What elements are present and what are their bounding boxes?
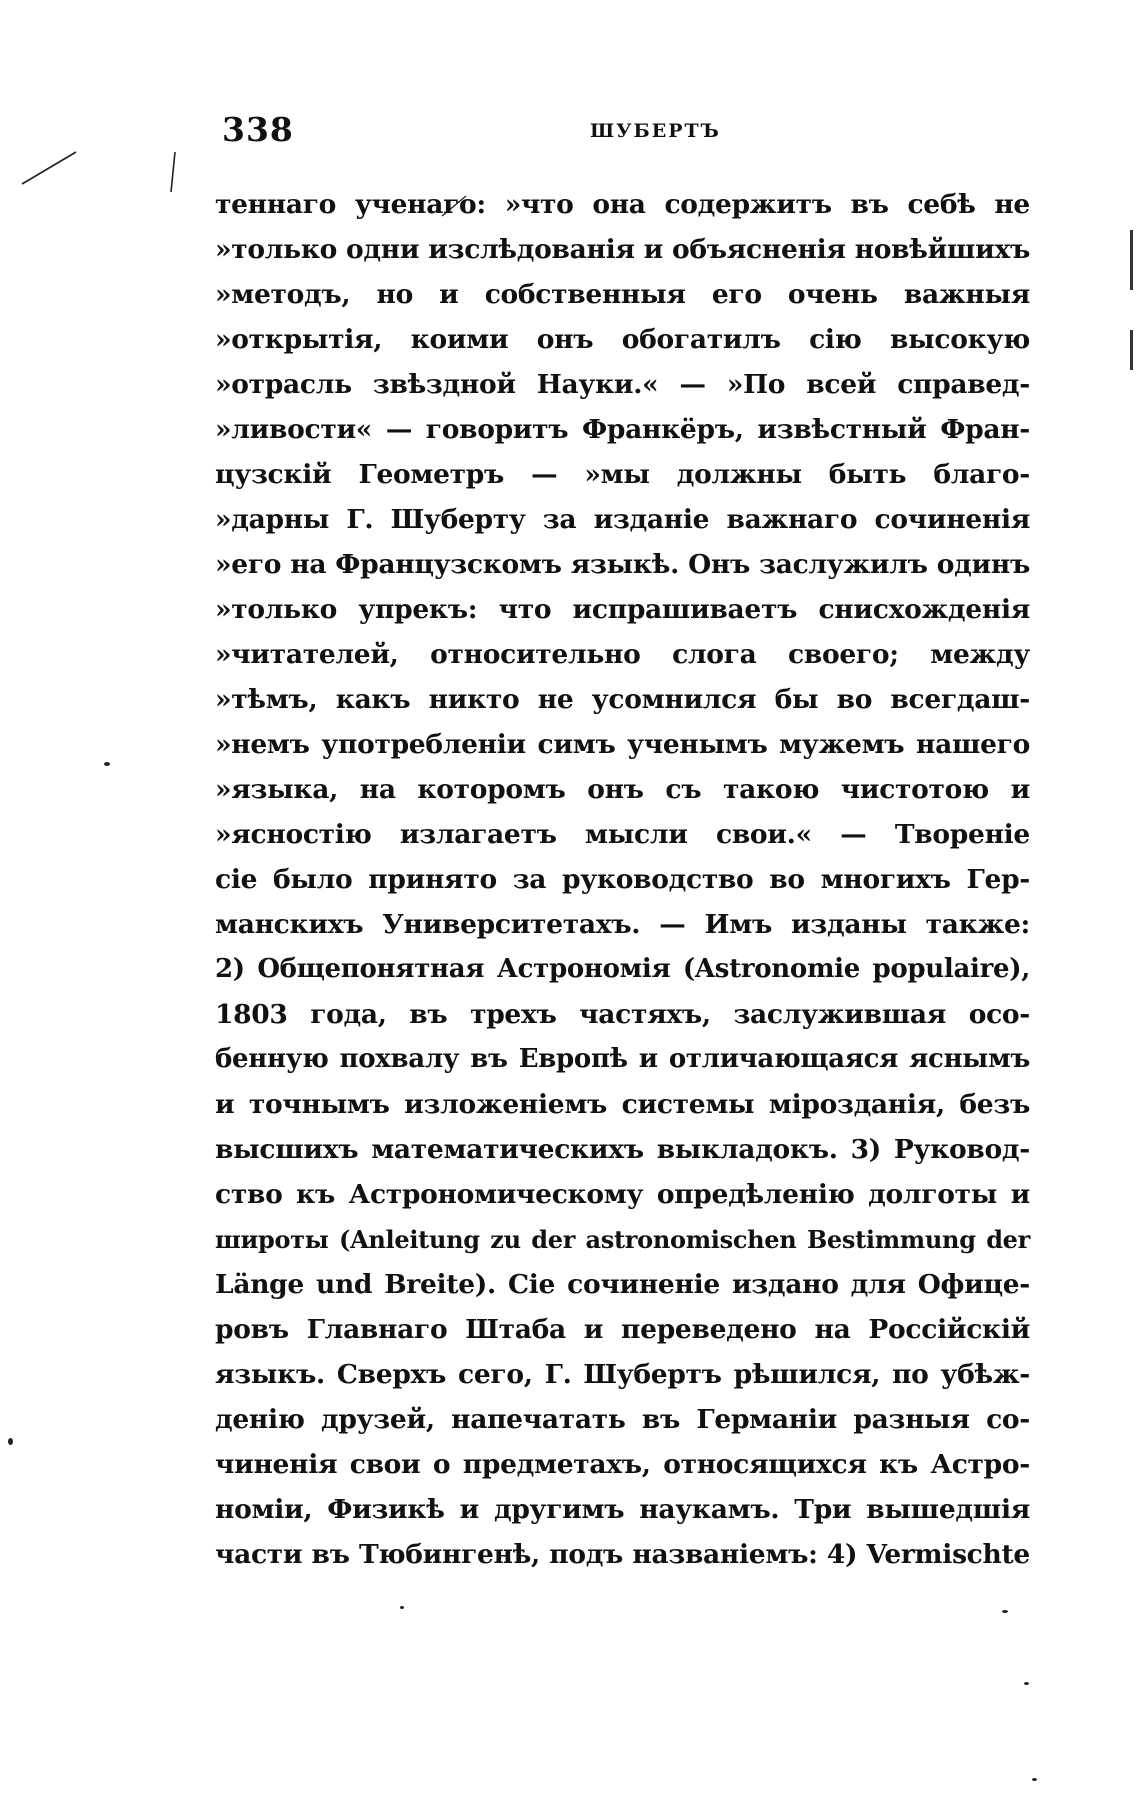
text-line: высшихъ математическихъ выкладокъ. 3) Руковод- bbox=[215, 1134, 1030, 1165]
text-line: »отрасль звѣздной Науки.« — »По всей справед- bbox=[215, 369, 1030, 400]
text-line: широты (Anleitung zu der astronomischen Bestimmung der bbox=[215, 1225, 1030, 1254]
margin-dot bbox=[1032, 1778, 1037, 1781]
margin-dot bbox=[1024, 1682, 1029, 1685]
text-line: Länge und Breite). Сіе сочиненіе издано для Офице- bbox=[215, 1269, 1030, 1300]
text-line: денію друзей, напечатать въ Германіи разныя со- bbox=[215, 1404, 1030, 1435]
margin-dot bbox=[104, 762, 110, 766]
text-line: 2) Общепонятная Астрономія (Astronomie populaire), bbox=[215, 954, 1030, 984]
text-line: »методъ, но и собственныя его очень важныя bbox=[215, 279, 1030, 310]
page-number: 338 bbox=[222, 110, 294, 149]
text-line: »дарны Г. Шуберту за изданіе важнаго сочиненія bbox=[215, 504, 1030, 535]
running-head: ШУБЕРТЪ bbox=[590, 120, 721, 142]
margin-pencil-stroke bbox=[166, 150, 180, 194]
text-line: ство къ Астрономическому опредѣленію долготы и bbox=[215, 1179, 1030, 1210]
text-line: цузскій Геометръ — »мы должны быть благо- bbox=[215, 459, 1030, 490]
text-line: »только одни изслѣдованія и объясненія новѣйшихъ bbox=[215, 234, 1030, 265]
margin-dot bbox=[400, 1606, 404, 1609]
text-line: »его на Французскомъ языкѣ. Онъ заслужилъ одинъ bbox=[215, 549, 1030, 580]
text-line: номіи, Физикѣ и другимъ наукамъ. Три вышедшія bbox=[215, 1494, 1030, 1525]
text-line: »тѣмъ, какъ никто не усомнился бы во всегдаш- bbox=[215, 684, 1030, 715]
text-line: »только упрекъ: что испрашиваетъ снисхожденія bbox=[215, 594, 1030, 625]
text-line: теннаго ученаго: »что она содержитъ въ себѣ не bbox=[215, 189, 1030, 220]
text-line: сіе было принято за руководство во многихъ Гер- bbox=[215, 864, 1030, 895]
text-line: и точнымъ изложеніемъ системы мірозданія, безъ bbox=[215, 1089, 1030, 1120]
body-text bbox=[215, 182, 1030, 1577]
text-line: ровъ Главнаго Штаба и переведено на Россійскій bbox=[215, 1314, 1030, 1345]
text-line: 1803 года, въ трехъ частяхъ, заслужившая осо- bbox=[215, 999, 1030, 1030]
text-line: »немъ употребленіи симъ ученымъ мужемъ нашего bbox=[215, 729, 1030, 760]
text-line: »открытія, коими онъ обогатилъ сію высокую bbox=[215, 324, 1030, 355]
text-line: языкъ. Сверхъ сего, Г. Шубертъ рѣшился, по убѣж- bbox=[215, 1359, 1030, 1390]
text-line: бенную похвалу въ Европѣ и отличающаяся яснымъ bbox=[215, 1044, 1030, 1074]
scan-edge-mark bbox=[1130, 330, 1133, 370]
margin-dot bbox=[8, 1438, 13, 1445]
text-line: »ливости« — говоритъ Франкёръ, извѣстный Фран- bbox=[215, 414, 1030, 445]
text-line: »языка, на которомъ онъ съ такою чистотою и bbox=[215, 774, 1030, 805]
text-line: манскихъ Университетахъ. — Имъ изданы также: bbox=[215, 909, 1030, 940]
margin-dot bbox=[1002, 1610, 1008, 1613]
text-line: »ясностію излагаетъ мысли свои.« — Твореніе bbox=[215, 819, 1030, 850]
scan-edge-mark bbox=[1130, 230, 1133, 290]
text-line: чиненія свои о предметахъ, относящихся къ Астро- bbox=[215, 1449, 1030, 1480]
text-line: »читателей, относительно слога своего; между bbox=[215, 639, 1030, 670]
text-line: части въ Тюбингенѣ, подъ названіемъ: 4) Vermischte bbox=[215, 1539, 1030, 1570]
margin-pencil-mark bbox=[20, 148, 80, 188]
page-header bbox=[222, 110, 1017, 160]
